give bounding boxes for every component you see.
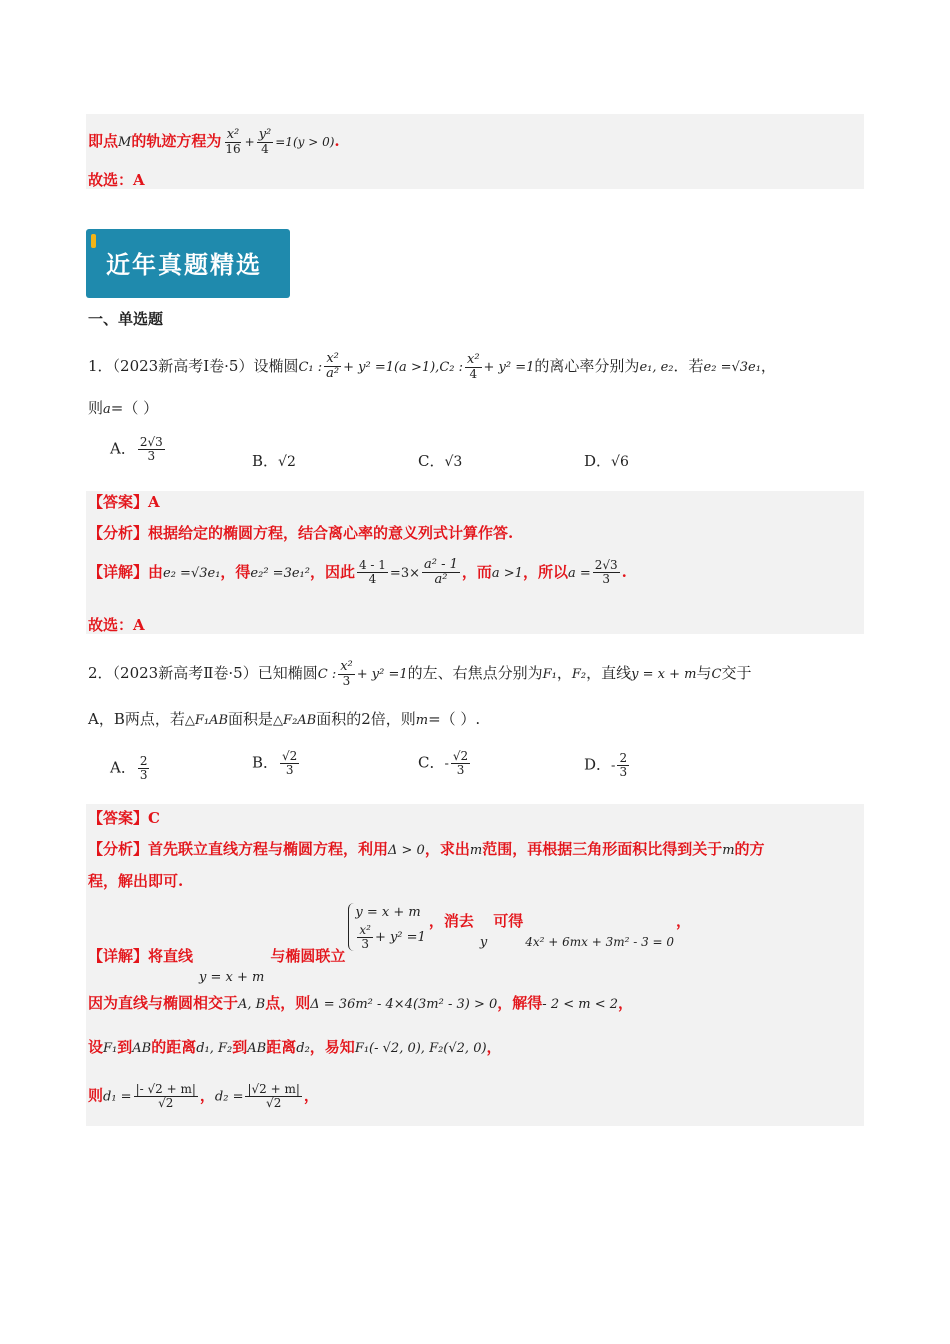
points: A, B	[238, 997, 266, 1012]
text: 设	[88, 1038, 104, 1056]
q1-option-b[interactable]	[252, 450, 296, 471]
trajectory-line	[88, 128, 340, 156]
text: ．若	[673, 356, 704, 375]
num: y²	[258, 127, 272, 142]
text: ，	[556, 664, 572, 683]
label: A．	[110, 439, 136, 458]
q2-detail-line3	[88, 1040, 502, 1055]
fraction	[223, 128, 242, 156]
text: 则	[88, 399, 104, 417]
text: =（ ）.	[428, 710, 481, 728]
relation: e₂ =√3e₁	[703, 359, 761, 375]
num: x²	[340, 659, 353, 674]
q2-analysis-line2: 程，解出即可.	[88, 872, 184, 890]
num: 4 - 1	[358, 558, 386, 573]
q2-option-a[interactable]	[110, 755, 151, 782]
fraction	[422, 558, 460, 588]
fraction	[134, 1083, 198, 1110]
label: D．	[584, 452, 612, 470]
fraction	[280, 750, 299, 777]
text: 则	[88, 1086, 104, 1105]
text: =（ ）	[110, 399, 159, 417]
den: 3	[619, 765, 628, 780]
label: A．	[110, 758, 136, 777]
den: 3	[147, 449, 156, 464]
text: 与	[696, 664, 712, 683]
banner-tab-icon	[91, 234, 96, 248]
num: |√2 + m|	[247, 1082, 300, 1096]
text: ，而	[461, 562, 492, 581]
q2-stem-line2	[88, 712, 480, 727]
text: 因为直线与椭圆相交于	[88, 994, 239, 1012]
eq-tail: =1(y > 0)	[275, 135, 335, 150]
segment: AB	[132, 1041, 152, 1056]
fraction	[324, 352, 341, 382]
num: |- √2 + m|	[135, 1082, 196, 1096]
fraction	[138, 755, 150, 782]
plus: +	[244, 135, 255, 150]
eq: e₂ =√3e₁	[163, 565, 221, 581]
num: x²	[226, 127, 240, 142]
text: ，所以	[522, 562, 568, 581]
den: 4	[469, 366, 478, 381]
text: 到	[117, 1038, 133, 1056]
text: ，消去	[428, 912, 474, 931]
q2-option-c[interactable]	[418, 750, 472, 777]
text: 【详解】将直线	[88, 947, 194, 966]
text: ，	[760, 356, 776, 375]
q1-option-c[interactable]	[418, 450, 462, 471]
den: 3	[602, 572, 611, 587]
q1-stem-line2	[88, 401, 158, 416]
text: 1．（2023新高考Ⅰ卷·5）设椭圆	[88, 356, 299, 375]
d2: d₂	[296, 1041, 310, 1056]
den: 4	[368, 572, 377, 587]
den: √2	[266, 1096, 282, 1111]
fraction	[357, 559, 388, 586]
sys-tail: + y² =1	[374, 929, 426, 945]
value: √6	[611, 454, 629, 470]
c: C :	[317, 667, 337, 683]
value: √3	[444, 454, 463, 470]
sign: -	[444, 756, 449, 772]
fraction	[138, 436, 165, 463]
q2-analysis-line1	[88, 842, 765, 857]
q2-answer: 【答案】C	[88, 809, 160, 827]
text: 2．（2023新高考Ⅱ卷·5）已知椭圆	[88, 664, 318, 683]
text: 面积是	[228, 710, 274, 728]
text: .	[334, 132, 340, 151]
text: ，得	[220, 562, 251, 581]
q1-option-a[interactable]	[110, 436, 167, 463]
text: ，	[303, 1086, 319, 1105]
c-tail: + y² =1	[356, 667, 408, 683]
text: 的离心率分别为	[534, 356, 640, 375]
q1-analysis: 【分析】根据给定的椭圆方程，结合离心率的意义列式计算作答.	[88, 524, 514, 542]
den: 3	[285, 763, 294, 778]
fraction	[357, 924, 373, 951]
d1: d₁ =	[103, 1089, 132, 1105]
fraction	[593, 559, 620, 586]
triangle: △F₁AB	[184, 713, 229, 728]
var-m: m	[469, 843, 483, 858]
num: a² - 1	[423, 557, 458, 572]
discriminant: Δ = 36m² - 4×4(3m² - 3) > 0	[310, 997, 498, 1012]
fraction	[338, 660, 355, 688]
e12: e₁, e₂	[639, 359, 674, 375]
section-heading: 一、单选题	[88, 310, 164, 328]
q2-detail-line4	[88, 1083, 319, 1110]
text: ，	[618, 994, 634, 1012]
focus-coords: F₁(- √2, 0), F₂(√2, 0)	[354, 1041, 487, 1056]
q2-option-b[interactable]	[252, 750, 301, 777]
line-eq: y = x + m	[631, 667, 697, 683]
text: 范围，再根据三角形面积比得到关于	[482, 840, 723, 858]
label: B．	[252, 753, 279, 772]
den: 3	[361, 936, 369, 951]
q1-choose: 故选：A	[88, 616, 145, 634]
text: 【分析】首先联立直线方程与椭圆方程，利用	[88, 840, 389, 858]
eq: Δ > 0	[388, 843, 425, 858]
var-y: y	[479, 935, 488, 951]
var-m: M	[118, 135, 132, 151]
q2-detail-line2	[88, 996, 633, 1011]
segment: AB	[247, 1041, 267, 1056]
num: 2√3	[139, 435, 163, 449]
q2-stem-line1	[88, 660, 751, 688]
f1: F₁	[103, 1041, 118, 1056]
q1-answer: 【答案】A	[88, 493, 160, 511]
fraction	[245, 1083, 301, 1110]
fraction	[617, 752, 629, 779]
text: A，B两点，若	[88, 710, 185, 728]
text: ，易知	[309, 1038, 355, 1056]
fraction	[465, 353, 482, 381]
var-m: m	[415, 713, 429, 728]
num: 2√3	[594, 558, 618, 573]
text: 【详解】由	[88, 562, 164, 581]
text: 即点	[88, 132, 119, 151]
den: 4	[261, 142, 269, 157]
den: 3	[342, 674, 351, 689]
q2-detail-line1	[88, 903, 692, 986]
label: D．	[584, 755, 612, 774]
den: a²	[434, 572, 448, 588]
c1: C₁ :	[298, 359, 323, 375]
c2-tail: + y² =1	[483, 359, 535, 375]
text: ，	[199, 1086, 215, 1105]
num: √2	[452, 749, 469, 763]
num: √2	[282, 749, 298, 763]
label: B．	[252, 452, 279, 470]
choose-line-top: 故选：A	[88, 171, 145, 189]
text: 到	[232, 1038, 248, 1056]
den: 3	[456, 763, 465, 778]
den: a²	[326, 366, 340, 382]
text: 距离	[266, 1038, 297, 1056]
text: ，	[486, 1038, 502, 1056]
c1-tail: + y² =1(a >1),	[343, 359, 440, 375]
num: 2	[139, 754, 148, 768]
eq: e₂² =3e₁²	[250, 565, 310, 581]
banner-title: 近年真题精选	[106, 251, 262, 279]
text: ，因此	[309, 562, 355, 581]
triangle: △F₂AB	[273, 713, 317, 728]
value: √2	[278, 454, 296, 470]
text: 的方	[734, 840, 765, 858]
text: 面积的2倍，则	[316, 710, 416, 728]
quadratic: 4x² + 6mx + 3m² - 3 = 0	[525, 935, 675, 950]
range: - 2 < m < 2	[542, 997, 619, 1012]
sys-eq2	[355, 924, 425, 951]
sys-eq1: y = x + m	[355, 905, 421, 920]
c2: C₂ :	[439, 359, 463, 375]
text: 的左、右焦点分别为	[407, 664, 543, 683]
fraction	[451, 750, 470, 777]
q2-option-d[interactable]	[584, 752, 631, 779]
text: 点，则	[265, 994, 311, 1012]
text: 交于	[721, 664, 752, 683]
fraction	[257, 128, 274, 156]
text: 与椭圆联立	[270, 947, 346, 966]
var-m: m	[722, 843, 735, 858]
text: =3×	[389, 565, 420, 581]
num: 2	[619, 751, 628, 765]
section-banner	[86, 229, 290, 298]
den: 16	[225, 142, 241, 157]
q1-option-d[interactable]	[584, 450, 629, 471]
eq: a =	[567, 565, 591, 581]
text: 的距离	[151, 1038, 197, 1056]
d1: d₁, F₂	[196, 1041, 233, 1056]
text: ，	[676, 912, 692, 931]
den: 3	[139, 768, 148, 783]
sign: -	[611, 758, 616, 774]
num: x²	[359, 922, 371, 937]
f2: F₂	[571, 667, 587, 683]
var-a: a	[103, 402, 111, 417]
equation-system	[348, 903, 425, 951]
d2: d₂ =	[214, 1089, 244, 1105]
num: x²	[326, 351, 339, 366]
text: ，求出	[424, 840, 470, 858]
text: ，解得	[497, 994, 543, 1012]
text: 可得	[493, 912, 524, 931]
var-c: C	[711, 667, 722, 683]
eq: y = x + m	[199, 970, 265, 986]
den: √2	[158, 1096, 174, 1111]
label: C．	[418, 452, 445, 470]
text: ，直线	[586, 664, 632, 683]
text: .	[621, 562, 627, 581]
eq: a >1	[491, 565, 523, 581]
text: 的轨迹方程为	[131, 132, 222, 151]
f1: F₁	[542, 667, 557, 683]
label: C．	[418, 753, 445, 772]
num: x²	[466, 351, 480, 367]
q1-detail	[88, 558, 627, 588]
q1-stem-line1	[88, 352, 776, 382]
